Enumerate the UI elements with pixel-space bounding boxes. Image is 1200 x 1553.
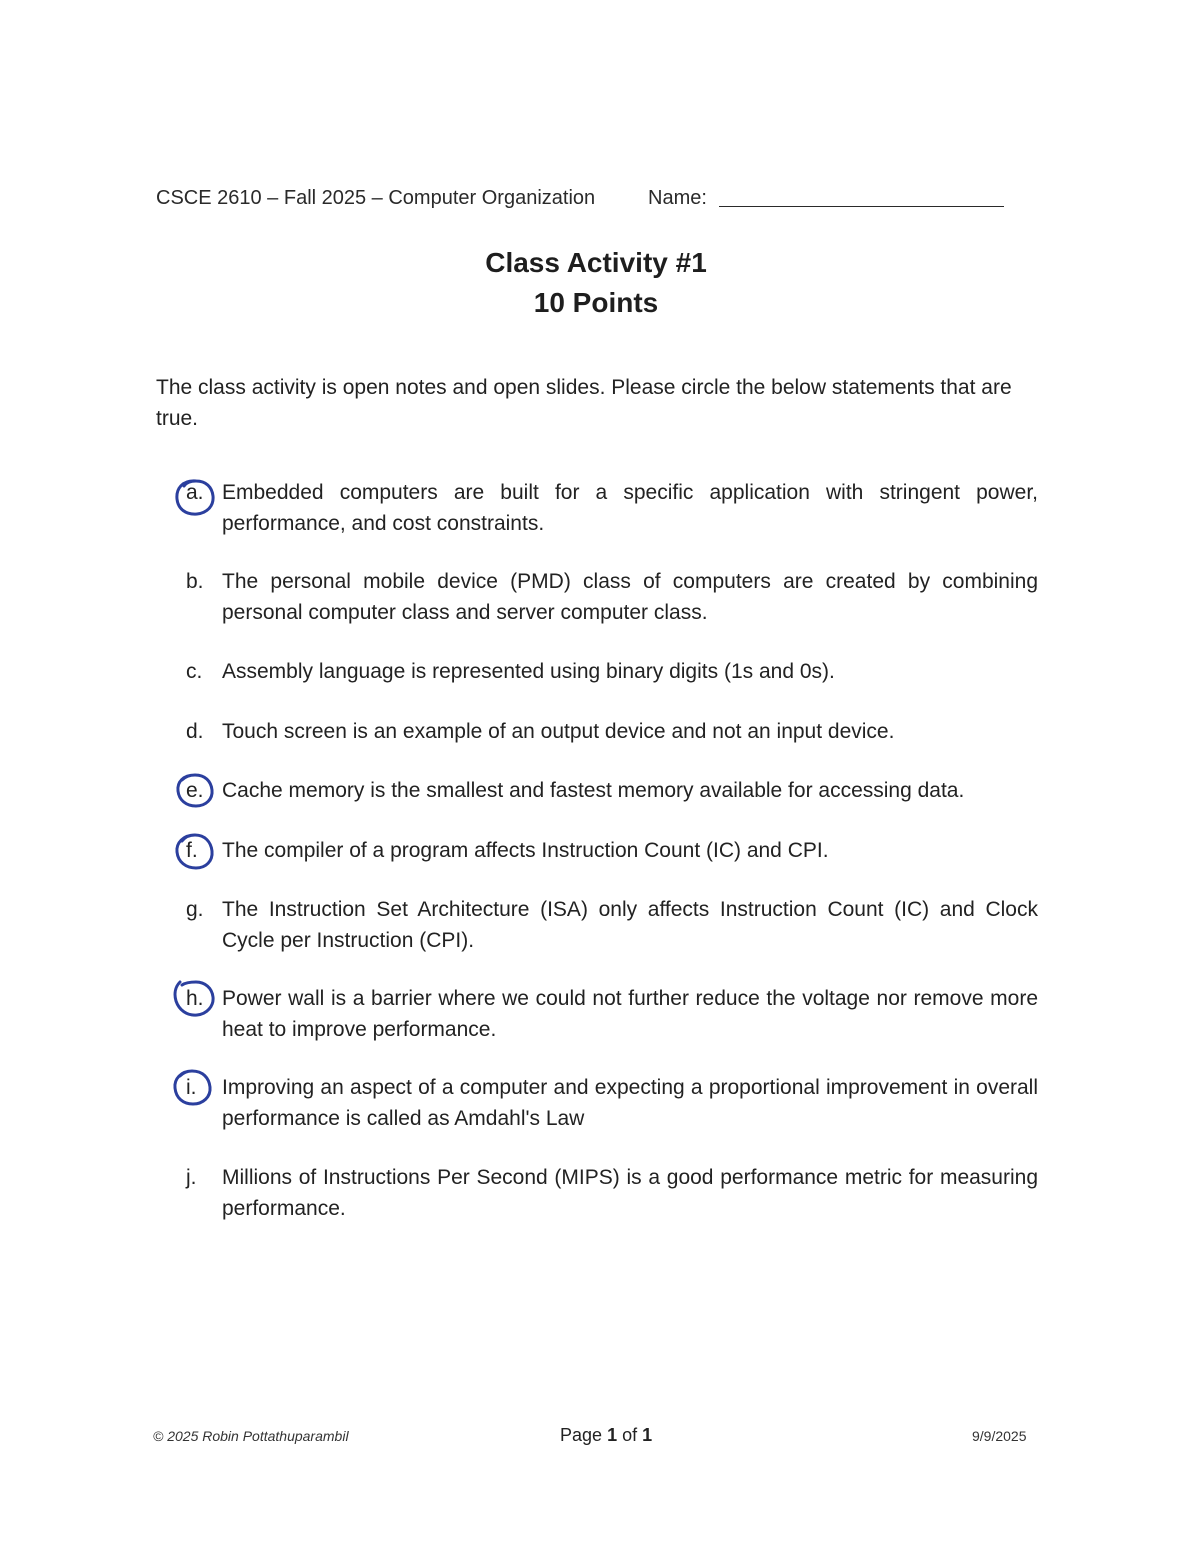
statement-text: Touch screen is an example of an output device and not an input device. — [222, 720, 895, 743]
footer-copyright: © 2025 Robin Pottathuparambil — [153, 1428, 349, 1444]
statement-letter: h. — [186, 987, 204, 1010]
page-total: 1 — [642, 1425, 653, 1445]
statement-letter: g. — [186, 898, 204, 921]
statement-text: The personal mobile device (PMD) class of computers are created by combining personal computer class and server computer class. — [222, 570, 1038, 624]
statement-text: Millions of Instructions Per Second (MIPS) is a good performance metric for measuring performance. — [222, 1166, 1038, 1220]
course-header: CSCE 2610 – Fall 2025 – Computer Organization — [156, 187, 596, 209]
statement-text: Cache memory is the smallest and fastest memory available for accessing data. — [222, 779, 965, 802]
statement-text: Improving an aspect of a computer and expecting a proportional improvement in overall performance is called as Amdahl's Law — [222, 1076, 1038, 1130]
page-current: 1 — [607, 1425, 618, 1445]
name-blank-line — [719, 206, 1004, 207]
page-prefix: Page — [560, 1425, 603, 1445]
statement-letter: i. — [186, 1076, 197, 1099]
name-label: Name: — [648, 187, 707, 209]
footer-date: 9/9/2025 — [972, 1428, 1027, 1444]
statement-letter: j. — [186, 1166, 197, 1189]
statement-text: The Instruction Set Architecture (ISA) only affects Instruction Count (IC) and Clock Cycle per Instruction (CPI). — [222, 898, 1038, 952]
activity-points: 10 Points — [533, 287, 659, 318]
footer-page-number — [560, 1425, 652, 1446]
instructions-text: The class activity is open notes and open slides. Please circle the below statements that are true. — [156, 376, 1012, 430]
statement-letter: b. — [186, 570, 204, 593]
statement-letter: d. — [186, 720, 204, 743]
page-of: of — [622, 1425, 638, 1445]
statement-text: Assembly language is represented using binary digits (1s and 0s). — [222, 660, 835, 683]
statement-text: Power wall is a barrier where we could not further reduce the voltage nor remove more heat to improve performance. — [222, 987, 1038, 1041]
statement-letter: c. — [186, 660, 203, 683]
activity-title: Class Activity #1 — [485, 247, 707, 278]
statement-text: The compiler of a program affects Instruction Count (IC) and CPI. — [222, 839, 829, 862]
statement-letter: a. — [186, 481, 204, 504]
statement-letter: e. — [186, 779, 204, 802]
statement-letter: f. — [186, 839, 198, 862]
statement-text: Embedded computers are built for a specific application with stringent power, performance, and cost constraints. — [222, 481, 1038, 535]
